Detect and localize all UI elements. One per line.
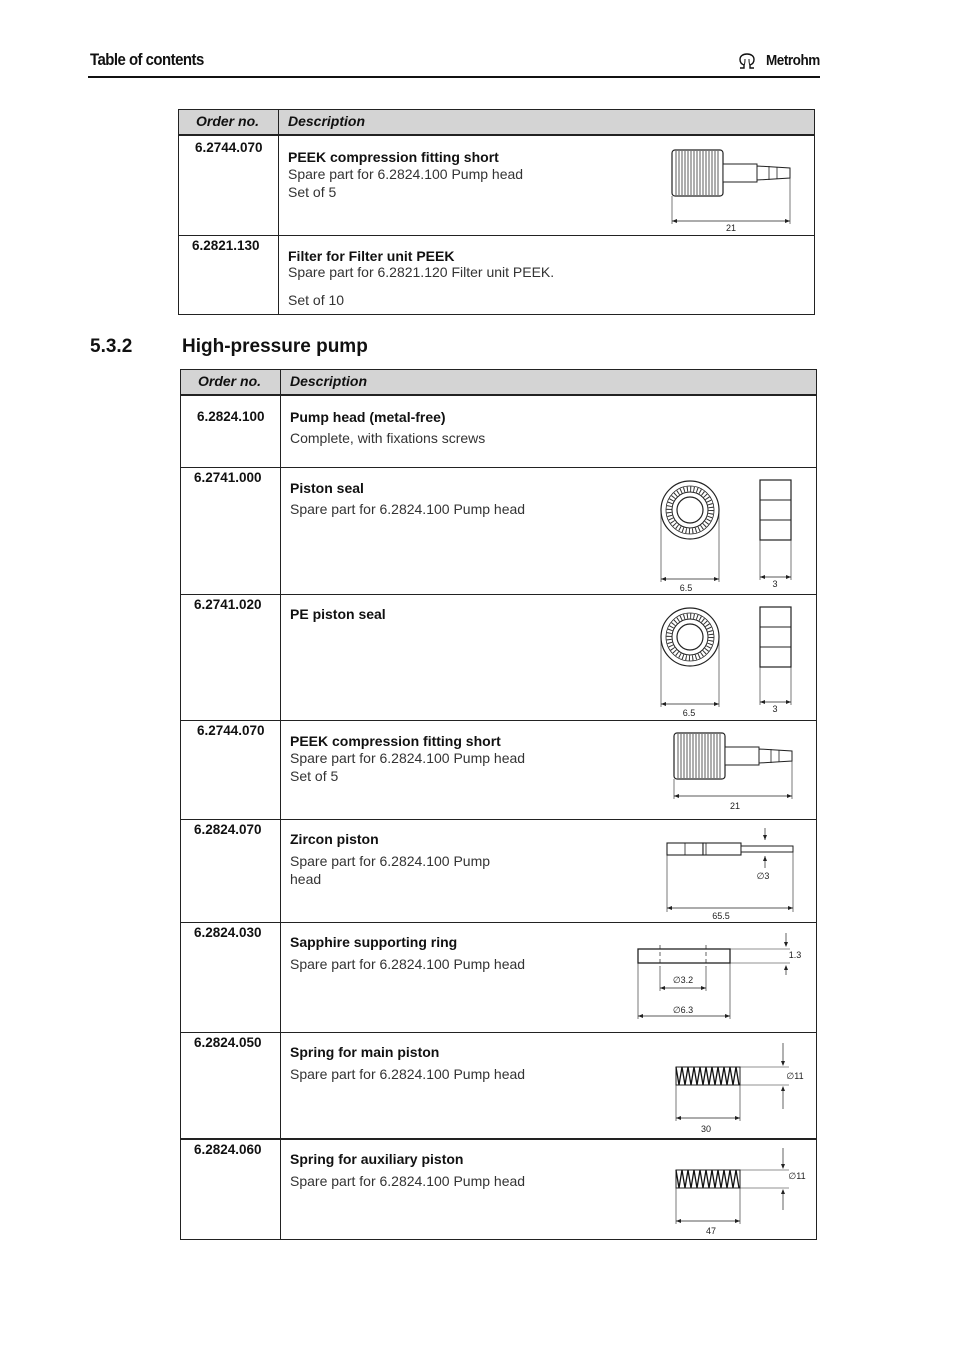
order-number: 6.2744.070 [195, 140, 263, 155]
part-description: Complete, with fixations screws [290, 430, 486, 446]
order-number: 6.2824.030 [194, 925, 262, 940]
main-spring-drawing [673, 1041, 809, 1137]
metrohm-logo [737, 52, 820, 69]
part-title: Piston seal [290, 480, 364, 496]
dimension-label: 21 [725, 223, 737, 233]
table-header [179, 110, 814, 136]
dimension-label: 3 [772, 704, 778, 714]
table-header [181, 370, 816, 396]
piston-seal-drawing [659, 474, 799, 592]
part-description: Spare part for 6.2824.100 Pump head [290, 1173, 526, 1189]
part-title: Spring for auxiliary piston [290, 1151, 464, 1167]
dimension-label: ∅3.2 [672, 975, 694, 985]
description-header: Description [290, 373, 368, 389]
order-number: 6.2824.060 [194, 1142, 262, 1157]
dimension-label: 30 [700, 1124, 712, 1134]
part-title: Sapphire supporting ring [290, 934, 458, 950]
table-row [181, 595, 816, 721]
brand-name: Metrohm [766, 52, 820, 69]
order-number: 6.2824.050 [194, 1035, 262, 1050]
pe-piston-seal-drawing [659, 601, 799, 719]
part-title: Pump head (metal-free) [290, 409, 446, 425]
table-row [181, 820, 816, 923]
order-no-header: Order no. [196, 113, 260, 129]
part-title: Zircon piston [290, 831, 379, 847]
order-number: 6.2741.000 [194, 470, 262, 485]
page-header [88, 48, 820, 78]
order-number: 6.2741.020 [194, 597, 262, 612]
dimension-label: ∅11 [788, 1171, 806, 1181]
dimension-label: 21 [729, 801, 741, 811]
part-description: Spare part for 6.2824.100 Pump head Set of 5 [290, 750, 526, 784]
page-title: Table of contents [90, 50, 204, 69]
dimension-label: 1.3 [788, 950, 802, 960]
zircon-piston-drawing [665, 826, 805, 920]
dimension-label: 6.5 [679, 583, 693, 593]
spare-parts-table-1 [178, 109, 815, 315]
part-title: Spring for main piston [290, 1044, 440, 1060]
fitting-drawing [669, 144, 799, 233]
part-title: PEEK compression fitting short [288, 149, 499, 165]
dimension-label: ∅3 [756, 871, 770, 881]
part-description: Spare part for 6.2824.100 Pump head [290, 956, 526, 972]
part-title: Filter for Filter unit PEEK [288, 248, 455, 264]
part-title: PE piston seal [290, 606, 386, 622]
omega-logo-icon [737, 53, 757, 69]
table-row [179, 236, 814, 314]
table-row [181, 1140, 816, 1239]
dimension-label: 6.5 [682, 708, 696, 718]
auxiliary-spring-drawing [673, 1146, 809, 1238]
section-title: High-pressure pump [182, 336, 368, 357]
order-number: 6.2824.070 [194, 822, 262, 837]
part-description: Spare part for 6.2824.100 Pump head Set of 5 [288, 166, 524, 200]
table-row [181, 721, 816, 820]
part-description: Spare part for 6.2824.100 Pump head [290, 501, 526, 517]
table-row [181, 923, 816, 1033]
order-number: 6.2744.070 [197, 723, 265, 738]
order-number: 6.2824.100 [197, 409, 265, 424]
table-row [179, 136, 814, 236]
order-no-header: Order no. [198, 373, 262, 389]
table-row [181, 397, 816, 468]
dimension-label: 65.5 [712, 911, 730, 921]
part-description: Spare part for 6.2821.120 Filter unit PEEK. [288, 264, 555, 280]
dimension-label: ∅6.3 [672, 1005, 694, 1015]
dimension-label: ∅11 [786, 1071, 804, 1081]
spare-parts-table-2 [180, 369, 817, 1240]
part-description: Spare part for 6.2824.100 Pump head [290, 853, 491, 887]
dimension-label: 3 [772, 579, 778, 589]
fitting-drawing [671, 729, 801, 811]
part-title: PEEK compression fitting short [290, 733, 501, 749]
section-number: 5.3.2 [90, 336, 133, 357]
table-row [181, 1033, 816, 1140]
sapphire-ring-drawing [635, 929, 807, 1029]
part-description: Spare part for 6.2824.100 Pump head [290, 1066, 526, 1082]
order-number: 6.2821.130 [192, 238, 260, 253]
table-row [181, 468, 816, 595]
description-header: Description [288, 113, 366, 129]
dimension-label: 47 [705, 1226, 717, 1236]
part-quantity: Set of 10 [288, 292, 345, 308]
